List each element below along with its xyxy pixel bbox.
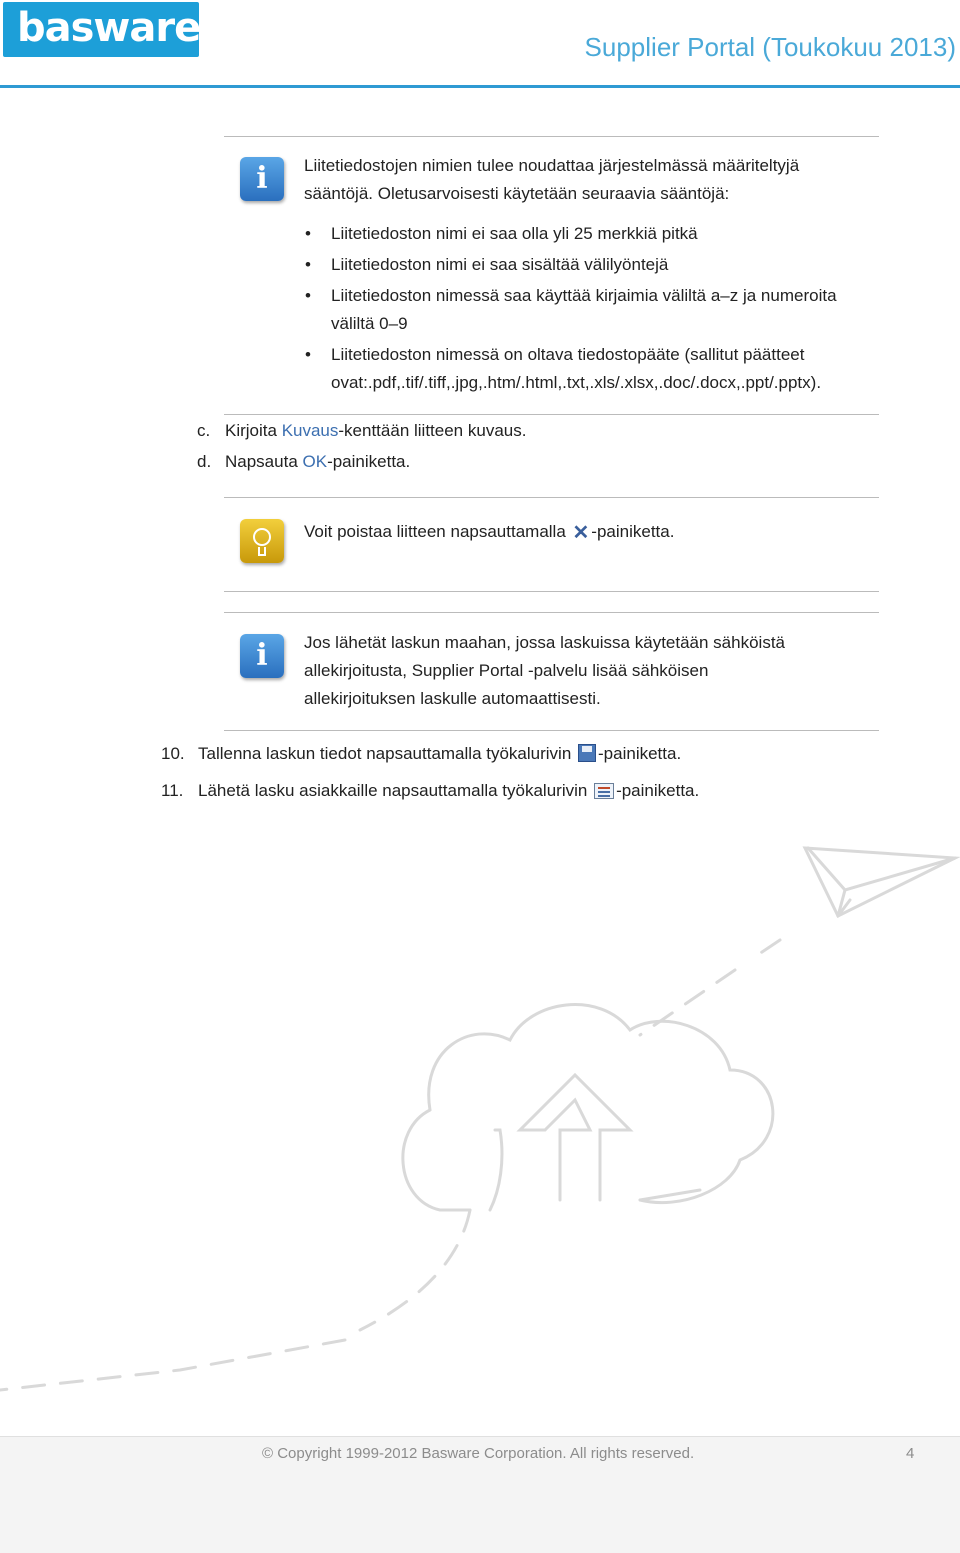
tip-text-post: -painiketta. (591, 522, 675, 541)
send-icon (594, 783, 614, 799)
step-label: 10. (161, 744, 185, 763)
copyright-text: © Copyright 1999-2012 Basware Corporation. All rights reserved. (262, 1445, 695, 1462)
note-text-line: Liitetiedostojen nimien tulee noudattaa järjestelmässä määriteltyjä (304, 156, 800, 175)
step-text-post: -painiketta. (327, 452, 411, 471)
step-label: c. (197, 421, 211, 440)
step-label: d. (197, 452, 212, 471)
delete-x-icon: ✕ (572, 522, 590, 544)
lightbulb-icon (240, 519, 284, 563)
step-text-pre: Tallenna laskun tiedot napsauttamalla työkalurivin (198, 744, 577, 763)
tip-text-pre: Voit poistaa liitteen napsauttamalla (304, 522, 571, 541)
info-icon: i (240, 634, 284, 678)
note-divider-bottom (224, 414, 879, 415)
bullet-item: Liitetiedoston nimessä saa käyttää kirjaimia väliltä a–z ja numeroita (331, 286, 837, 305)
step-text-post: -painiketta. (616, 781, 700, 800)
page-number: 4 (906, 1445, 915, 1462)
note-text-line: Jos lähetät laskun maahan, jossa laskuissa käytetään sähköistä (304, 633, 785, 652)
header-divider (0, 85, 960, 88)
bullet-item: Liitetiedoston nimi ei saa olla yli 25 merkkiä pitkä (331, 224, 698, 243)
step-text-pre: Lähetä lasku asiakkaille napsauttamalla työkalurivin (198, 781, 593, 800)
note-text-line: allekirjoituksen laskulle automaattisesti. (304, 689, 601, 708)
step-text (225, 448, 410, 476)
tip-text (304, 518, 674, 546)
tip-divider-top (224, 497, 879, 498)
page-header (0, 0, 960, 90)
bullet-item-continued: ovat:.pdf,.tif/.tiff,.jpg,.htm/.html,.txt,.xls/.xlsx,.doc/.docx,.ppt/.pptx). (331, 373, 822, 392)
step-text-pre: Napsauta (225, 452, 303, 471)
note-text-line: sääntöjä. Oletusarvoisesti käytetään seuraavia sääntöjä: (304, 184, 730, 203)
bullet-item-continued: väliltä 0–9 (331, 314, 408, 333)
cloud-paper-plane-illustration (0, 830, 960, 1430)
note-divider-top (224, 136, 879, 137)
document-title: Supplier Portal (Toukokuu 2013) (584, 32, 956, 62)
bullet-icon: • (305, 224, 311, 243)
note-divider-bottom (224, 730, 879, 731)
step-text (198, 740, 681, 768)
step-text-post: -kenttään liitteen kuvaus. (338, 421, 527, 440)
bullet-icon: • (305, 255, 311, 274)
note-divider-top (224, 612, 879, 613)
step-text-pre: Kirjoita (225, 421, 282, 440)
step-text (198, 777, 699, 805)
field-name-keyword: Kuvaus (281, 421, 339, 440)
step-text-post: -painiketta. (598, 744, 682, 763)
bullet-icon: • (305, 345, 311, 364)
save-icon (578, 744, 596, 762)
step-text (225, 417, 526, 445)
button-name-keyword: OK (302, 452, 328, 471)
tip-divider-bottom (224, 591, 879, 592)
info-icon: i (240, 157, 284, 201)
step-label: 11. (161, 781, 184, 800)
bullet-item: Liitetiedoston nimessä on oltava tiedostopääte (sallitut päätteet (331, 345, 805, 364)
bullet-item: Liitetiedoston nimi ei saa sisältää välilyöntejä (331, 255, 669, 274)
bullet-icon: • (305, 286, 311, 305)
note-text-line: allekirjoitusta, Supplier Portal -palvelu lisää sähköisen (304, 661, 709, 680)
basware-logo: basware (3, 2, 199, 57)
